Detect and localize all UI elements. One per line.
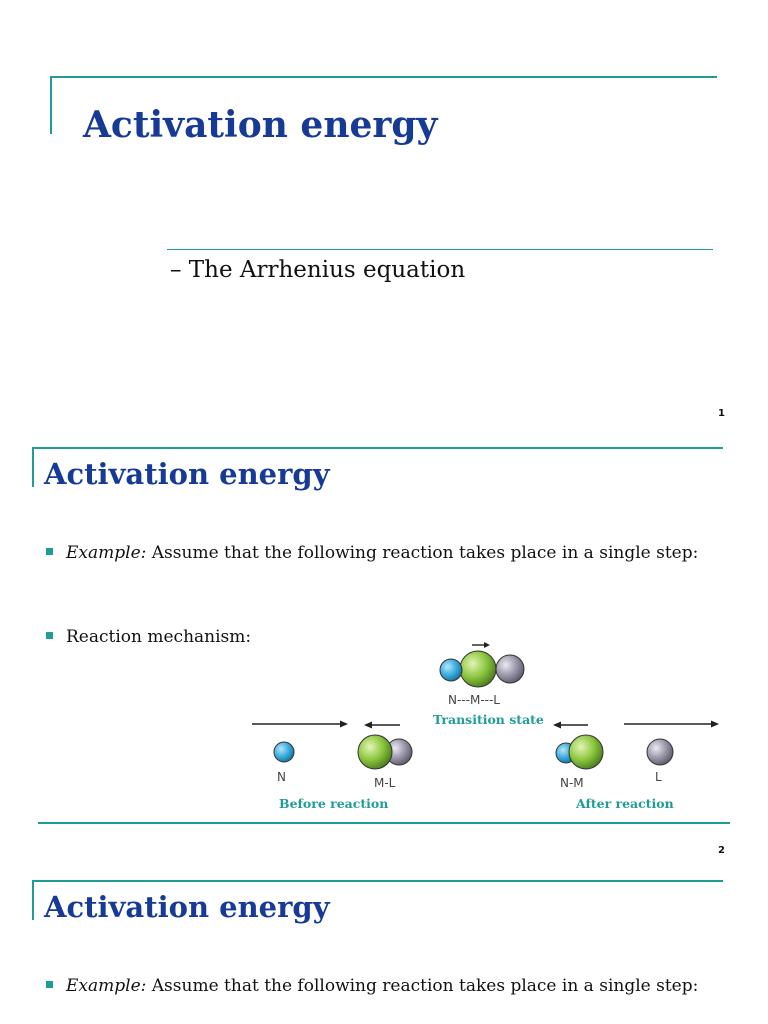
after-reaction-caption: After reaction <box>576 796 674 811</box>
slide-3-top-rule <box>32 880 723 882</box>
before-arrow-right-icon <box>252 721 348 728</box>
bullet-1-text: Assume that the following reaction takes place in a single step: <box>146 543 699 563</box>
slide-3-bullet-1 <box>66 976 698 996</box>
molecule-ml <box>358 735 412 769</box>
transition-state-caption: Transition state <box>433 712 544 727</box>
bullet-1-text: Assume that the following reaction takes place in a single step: <box>146 976 699 996</box>
bullet-marker <box>46 981 53 988</box>
transition-state-molecule <box>440 651 524 687</box>
slide-1-subtitle: – The Arrhenius equation <box>170 257 466 283</box>
slide-3-left-rule <box>32 880 34 920</box>
slide-2-bottom-rule <box>38 822 730 824</box>
transition-arrow-icon <box>472 642 490 648</box>
after-l-label: L <box>655 770 662 784</box>
slide-1-page-number: 1 <box>718 408 725 419</box>
before-arrow-left-icon <box>364 722 400 729</box>
after-arrow-right-icon <box>624 721 719 728</box>
transition-state-formula: N---M---L <box>448 693 500 707</box>
slide-2-bullet-2: Reaction mechanism: <box>66 627 252 647</box>
slide-1-title: Activation energy <box>83 104 438 146</box>
molecule-nm <box>556 735 603 769</box>
before-reaction-caption: Before reaction <box>279 796 389 811</box>
before-n-label: N <box>277 770 286 784</box>
before-ml-label: M-L <box>374 776 396 790</box>
atom-n <box>274 742 294 762</box>
slide-3-title: Activation energy <box>44 890 330 924</box>
bullet-1-prefix: Example: <box>66 543 147 563</box>
atom-l <box>647 739 673 765</box>
after-arrow-left-icon <box>553 722 588 729</box>
after-nm-label: N-M <box>560 776 584 790</box>
bullet-1-prefix: Example: <box>66 976 147 996</box>
slide-2-page-number: 2 <box>718 845 725 856</box>
slide-2-title: Activation energy <box>44 457 330 491</box>
